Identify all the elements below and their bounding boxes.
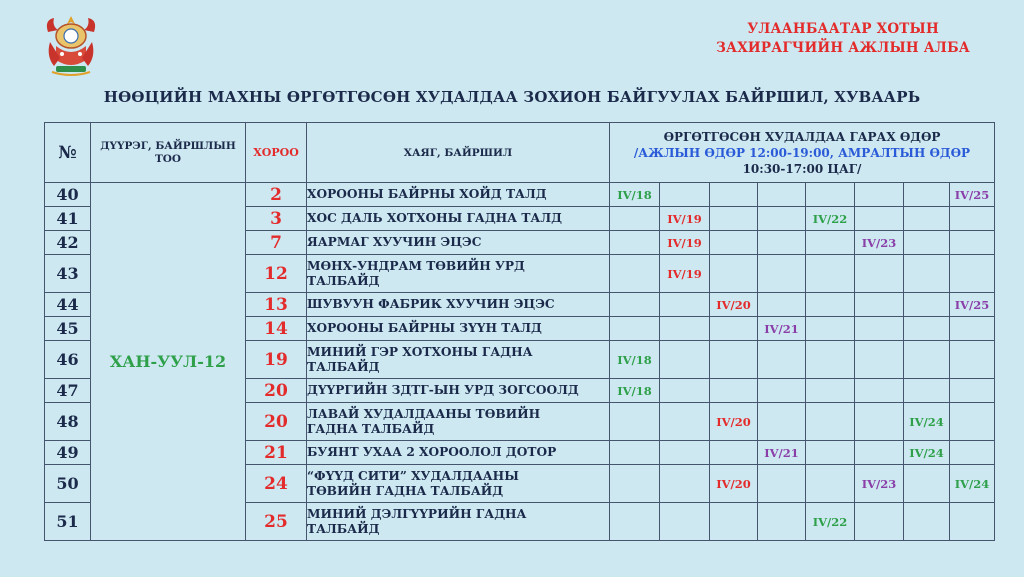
day-cell	[950, 317, 995, 341]
row-number: 45	[45, 317, 91, 341]
address-cell: МӨНХ-УНДРАМ ТӨВИЙН УРД ТАЛБАЙД	[307, 255, 610, 293]
khoroo-cell: 20	[246, 379, 307, 403]
day-cell	[758, 293, 806, 317]
khoroo-cell: 25	[246, 503, 307, 541]
day-cell	[806, 379, 855, 403]
day-cell: IV/22	[806, 207, 855, 231]
day-cell	[710, 441, 758, 465]
day-cell: IV/21	[758, 317, 806, 341]
day-cell	[904, 207, 950, 231]
day-cell	[758, 465, 806, 503]
day-cell	[855, 341, 904, 379]
day-cell: IV/18	[610, 341, 660, 379]
header-dates-line-3: 10:30-17:00 ЦАГ/	[742, 161, 862, 176]
header-dates-line-1: ӨРГӨТГӨСӨН ХУДАЛДАА ГАРАХ ӨДӨР	[663, 129, 941, 144]
row-number: 49	[45, 441, 91, 465]
schedule-body	[45, 183, 995, 541]
day-cell: IV/22	[806, 503, 855, 541]
address-cell: МИНИЙ ДЭЛГҮҮРИЙН ГАДНА ТАЛБАЙД	[307, 503, 610, 541]
day-cell: IV/19	[660, 207, 710, 231]
day-cell	[758, 341, 806, 379]
day-cell	[806, 465, 855, 503]
day-cell	[950, 403, 995, 441]
header-row	[45, 123, 995, 183]
day-cell	[660, 441, 710, 465]
day-cell: IV/24	[904, 441, 950, 465]
day-cell: IV/24	[950, 465, 995, 503]
day-cell	[610, 441, 660, 465]
day-cell: IV/25	[950, 293, 995, 317]
day-cell	[806, 317, 855, 341]
khoroo-cell: 21	[246, 441, 307, 465]
day-cell: IV/18	[610, 379, 660, 403]
day-cell	[904, 293, 950, 317]
address-cell: МИНИЙ ГЭР ХОТХОНЫ ГАДНА ТАЛБАЙД	[307, 341, 610, 379]
khoroo-cell: 14	[246, 317, 307, 341]
khoroo-cell: 2	[246, 183, 307, 207]
row-number: 48	[45, 403, 91, 441]
address-cell: ЯАРМАГ ХУУЧИН ЭЦЭС	[307, 231, 610, 255]
day-cell	[806, 403, 855, 441]
table-row	[45, 183, 995, 207]
row-number: 46	[45, 341, 91, 379]
address-cell: ЛАВАЙ ХУДАЛДААНЫ ТӨВИЙН ГАДНА ТАЛБАЙД	[307, 403, 610, 441]
day-cell	[904, 317, 950, 341]
day-cell	[950, 379, 995, 403]
day-cell	[660, 183, 710, 207]
day-cell	[660, 317, 710, 341]
header-dates-line-2: /АЖЛЫН ӨДӨР 12:00-19:00, АМРАЛТЫН ӨДӨР	[633, 145, 971, 160]
organization-name	[716, 20, 970, 58]
address-cell: “ФҮҮД СИТИ” ХУДАЛДААНЫ ТӨВИЙН ГАДНА ТАЛБАЙД	[307, 465, 610, 503]
day-cell	[855, 293, 904, 317]
day-cell	[950, 255, 995, 293]
header-district: ДҮҮРЭГ, БАЙРШЛЫН ТОО	[91, 123, 246, 183]
address-cell: ХОРООНЫ БАЙРНЫ ЗҮҮН ТАЛД	[307, 317, 610, 341]
day-cell	[610, 317, 660, 341]
header-address: ХАЯГ, БАЙРШИЛ	[307, 123, 610, 183]
day-cell	[758, 379, 806, 403]
day-cell	[710, 317, 758, 341]
day-cell: IV/18	[610, 183, 660, 207]
khoroo-cell: 3	[246, 207, 307, 231]
day-cell	[806, 341, 855, 379]
day-cell	[758, 403, 806, 441]
khoroo-cell: 7	[246, 231, 307, 255]
row-number: 51	[45, 503, 91, 541]
day-cell	[950, 231, 995, 255]
day-cell	[610, 403, 660, 441]
day-cell	[904, 341, 950, 379]
day-cell	[610, 465, 660, 503]
day-cell	[660, 403, 710, 441]
day-cell	[758, 255, 806, 293]
day-cell	[855, 441, 904, 465]
day-cell	[904, 231, 950, 255]
row-number: 42	[45, 231, 91, 255]
day-cell: IV/20	[710, 465, 758, 503]
khoroo-cell: 13	[246, 293, 307, 317]
day-cell	[950, 503, 995, 541]
header-dates	[610, 123, 995, 183]
day-cell	[758, 207, 806, 231]
row-number: 50	[45, 465, 91, 503]
row-number: 41	[45, 207, 91, 231]
day-cell	[806, 183, 855, 207]
day-cell	[710, 341, 758, 379]
day-cell	[904, 183, 950, 207]
day-cell	[710, 255, 758, 293]
day-cell	[758, 503, 806, 541]
day-cell	[855, 207, 904, 231]
day-cell	[758, 183, 806, 207]
day-cell	[710, 503, 758, 541]
day-cell	[904, 465, 950, 503]
address-cell: БУЯНТ УХАА 2 ХОРООЛОЛ ДОТОР	[307, 441, 610, 465]
khoroo-cell: 12	[246, 255, 307, 293]
day-cell	[806, 231, 855, 255]
day-cell: IV/19	[660, 255, 710, 293]
day-cell	[610, 293, 660, 317]
header-no: №	[45, 123, 91, 183]
org-line-1: УЛААНБААТАР ХОТЫН	[747, 21, 939, 37]
day-cell	[610, 255, 660, 293]
address-cell: ШУВУУН ФАБРИК ХУУЧИН ЭЦЭС	[307, 293, 610, 317]
day-cell	[660, 465, 710, 503]
day-cell	[855, 255, 904, 293]
khoroo-cell: 19	[246, 341, 307, 379]
day-cell	[950, 441, 995, 465]
day-cell	[855, 503, 904, 541]
page-title: НӨӨЦИЙН МАХНЫ ӨРГӨТГӨСӨН ХУДАЛДАА ЗОХИОН БАЙГУУЛАХ БАЙРШИЛ, ХУВААРЬ	[103, 88, 921, 106]
row-number: 44	[45, 293, 91, 317]
day-cell	[806, 255, 855, 293]
day-cell	[855, 379, 904, 403]
row-number: 47	[45, 379, 91, 403]
day-cell	[660, 341, 710, 379]
row-number: 40	[45, 183, 91, 207]
district-cell: ХАН-УУЛ-12	[91, 183, 246, 541]
day-cell	[660, 293, 710, 317]
day-cell	[610, 207, 660, 231]
day-cell: IV/20	[710, 293, 758, 317]
day-cell	[660, 503, 710, 541]
day-cell	[710, 379, 758, 403]
khoroo-cell: 20	[246, 403, 307, 441]
day-cell	[660, 379, 710, 403]
day-cell: IV/21	[758, 441, 806, 465]
day-cell	[855, 317, 904, 341]
khoroo-cell: 24	[246, 465, 307, 503]
org-line-2: ЗАХИРАГЧИЙН АЖЛЫН АЛБА	[716, 40, 970, 56]
row-number: 43	[45, 255, 91, 293]
day-cell	[710, 231, 758, 255]
day-cell	[950, 207, 995, 231]
address-cell: ДҮҮРГИЙН ЗДТГ-ЫН УРД ЗОГСООЛД	[307, 379, 610, 403]
day-cell: IV/19	[660, 231, 710, 255]
schedule-table	[44, 122, 995, 541]
day-cell	[904, 503, 950, 541]
day-cell	[904, 379, 950, 403]
day-cell	[855, 403, 904, 441]
day-cell	[806, 293, 855, 317]
ulaanbaatar-emblem-icon	[42, 12, 100, 80]
day-cell: IV/24	[904, 403, 950, 441]
address-cell: ХОС ДАЛЬ ХОТХОНЫ ГАДНА ТАЛД	[307, 207, 610, 231]
day-cell	[806, 441, 855, 465]
day-cell: IV/23	[855, 231, 904, 255]
day-cell	[710, 207, 758, 231]
day-cell	[855, 183, 904, 207]
address-cell: ХОРООНЫ БАЙРНЫ ХОЙД ТАЛД	[307, 183, 610, 207]
day-cell	[610, 503, 660, 541]
day-cell	[950, 341, 995, 379]
day-cell: IV/25	[950, 183, 995, 207]
day-cell	[758, 231, 806, 255]
day-cell	[904, 255, 950, 293]
day-cell: IV/20	[710, 403, 758, 441]
day-cell	[610, 231, 660, 255]
day-cell	[710, 183, 758, 207]
day-cell: IV/23	[855, 465, 904, 503]
header-khoroo: ХОРОО	[246, 123, 307, 183]
